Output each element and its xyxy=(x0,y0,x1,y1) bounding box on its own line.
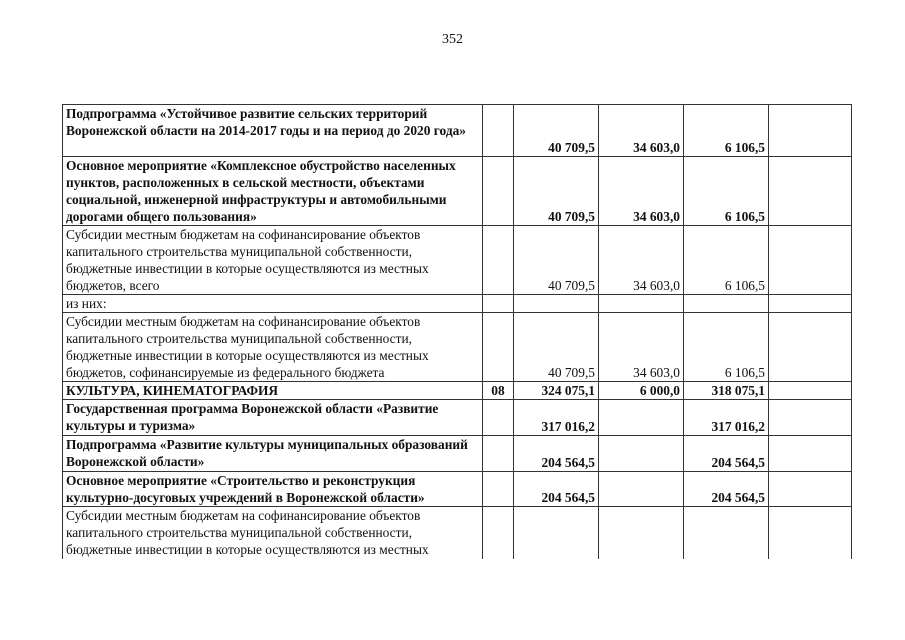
federal-amount-cell xyxy=(599,472,684,507)
table-row xyxy=(63,436,852,472)
section-code-cell: 08 xyxy=(483,382,514,400)
extra-cell xyxy=(769,472,852,507)
federal-amount-cell: 34 603,0 xyxy=(599,105,684,157)
extra-cell xyxy=(769,313,852,382)
total-amount-cell: 40 709,5 xyxy=(514,313,599,382)
total-amount-cell: 40 709,5 xyxy=(514,226,599,295)
table-body xyxy=(63,105,852,559)
item-name-cell: Основное мероприятие «Строительство и реконструкция культурно-досуговых учреждений в Воронежской области» xyxy=(63,472,483,507)
total-amount-cell: 204 564,5 xyxy=(514,436,599,472)
section-code-cell xyxy=(483,295,514,313)
table-row xyxy=(63,105,852,157)
federal-amount-cell: 34 603,0 xyxy=(599,313,684,382)
extra-cell xyxy=(769,295,852,313)
federal-amount-cell xyxy=(599,400,684,436)
total-amount-cell: 317 016,2 xyxy=(514,400,599,436)
federal-amount-cell xyxy=(599,436,684,472)
section-code-cell xyxy=(483,400,514,436)
extra-cell xyxy=(769,507,852,559)
item-name-cell: из них: xyxy=(63,295,483,313)
page-number: 352 xyxy=(442,32,463,47)
regional-amount-cell xyxy=(684,507,769,559)
federal-amount-cell: 34 603,0 xyxy=(599,226,684,295)
table-row xyxy=(63,382,852,400)
table-row xyxy=(63,507,852,559)
regional-amount-cell: 6 106,5 xyxy=(684,226,769,295)
extra-cell xyxy=(769,382,852,400)
extra-cell xyxy=(769,400,852,436)
item-name-cell: Субсидии местным бюджетам на софинансирование объектов капитального строительства муниципальной собственности, бюджетные инвестиции в которые осуществляются из местных бюджетов, всего xyxy=(63,226,483,295)
total-amount-cell: 40 709,5 xyxy=(514,105,599,157)
regional-amount-cell: 318 075,1 xyxy=(684,382,769,400)
section-code-cell xyxy=(483,313,514,382)
item-name-cell: Государственная программа Воронежской области «Развитие культуры и туризма» xyxy=(63,400,483,436)
table-row xyxy=(63,313,852,382)
item-name-cell: Подпрограмма «Устойчивое развитие сельских территорий Воронежской области на 2014-2017 годы и на период до 2020 года» xyxy=(63,105,483,157)
item-name-cell: Субсидии местным бюджетам на софинансирование объектов капитального строительства муниципальной собственности, бюджетные инвестиции в которые осуществляются из местных бюджетов, софинансируемые из федерального бюджета xyxy=(63,313,483,382)
section-code-cell xyxy=(483,226,514,295)
section-code-cell xyxy=(483,105,514,157)
section-code-cell xyxy=(483,507,514,559)
regional-amount-cell: 204 564,5 xyxy=(684,436,769,472)
item-name-cell: Основное мероприятие «Комплексное обустройство населенных пунктов, расположенных в сельской местности, объектами социальной, инженерной инфраструктуры и автомобильными дорогами общего пользования» xyxy=(63,157,483,226)
section-code-cell xyxy=(483,436,514,472)
federal-amount-cell: 6 000,0 xyxy=(599,382,684,400)
total-amount-cell xyxy=(514,507,599,559)
section-code-cell xyxy=(483,472,514,507)
item-name-cell: Субсидии местным бюджетам на софинансирование объектов капитального строительства муниципальной собственности, бюджетные инвестиции в которые осуществляются из местных xyxy=(63,507,483,559)
item-name-cell: Подпрограмма «Развитие культуры муниципальных образований Воронежской области» xyxy=(63,436,483,472)
regional-amount-cell xyxy=(684,295,769,313)
extra-cell xyxy=(769,226,852,295)
total-amount-cell xyxy=(514,295,599,313)
extra-cell xyxy=(769,436,852,472)
extra-cell xyxy=(769,105,852,157)
table-row xyxy=(63,400,852,436)
table-row xyxy=(63,295,852,313)
regional-amount-cell: 317 016,2 xyxy=(684,400,769,436)
regional-amount-cell: 6 106,5 xyxy=(684,105,769,157)
item-name-cell: КУЛЬТУРА, КИНЕМАТОГРАФИЯ xyxy=(63,382,483,400)
total-amount-cell: 204 564,5 xyxy=(514,472,599,507)
regional-amount-cell: 204 564,5 xyxy=(684,472,769,507)
federal-amount-cell xyxy=(599,507,684,559)
table-row xyxy=(63,226,852,295)
federal-amount-cell xyxy=(599,295,684,313)
regional-amount-cell: 6 106,5 xyxy=(684,157,769,226)
federal-amount-cell: 34 603,0 xyxy=(599,157,684,226)
table-row xyxy=(63,472,852,507)
regional-amount-cell: 6 106,5 xyxy=(684,313,769,382)
budget-table xyxy=(62,104,852,559)
extra-cell xyxy=(769,157,852,226)
total-amount-cell: 324 075,1 xyxy=(514,382,599,400)
section-code-cell xyxy=(483,157,514,226)
table-row xyxy=(63,157,852,226)
total-amount-cell: 40 709,5 xyxy=(514,157,599,226)
